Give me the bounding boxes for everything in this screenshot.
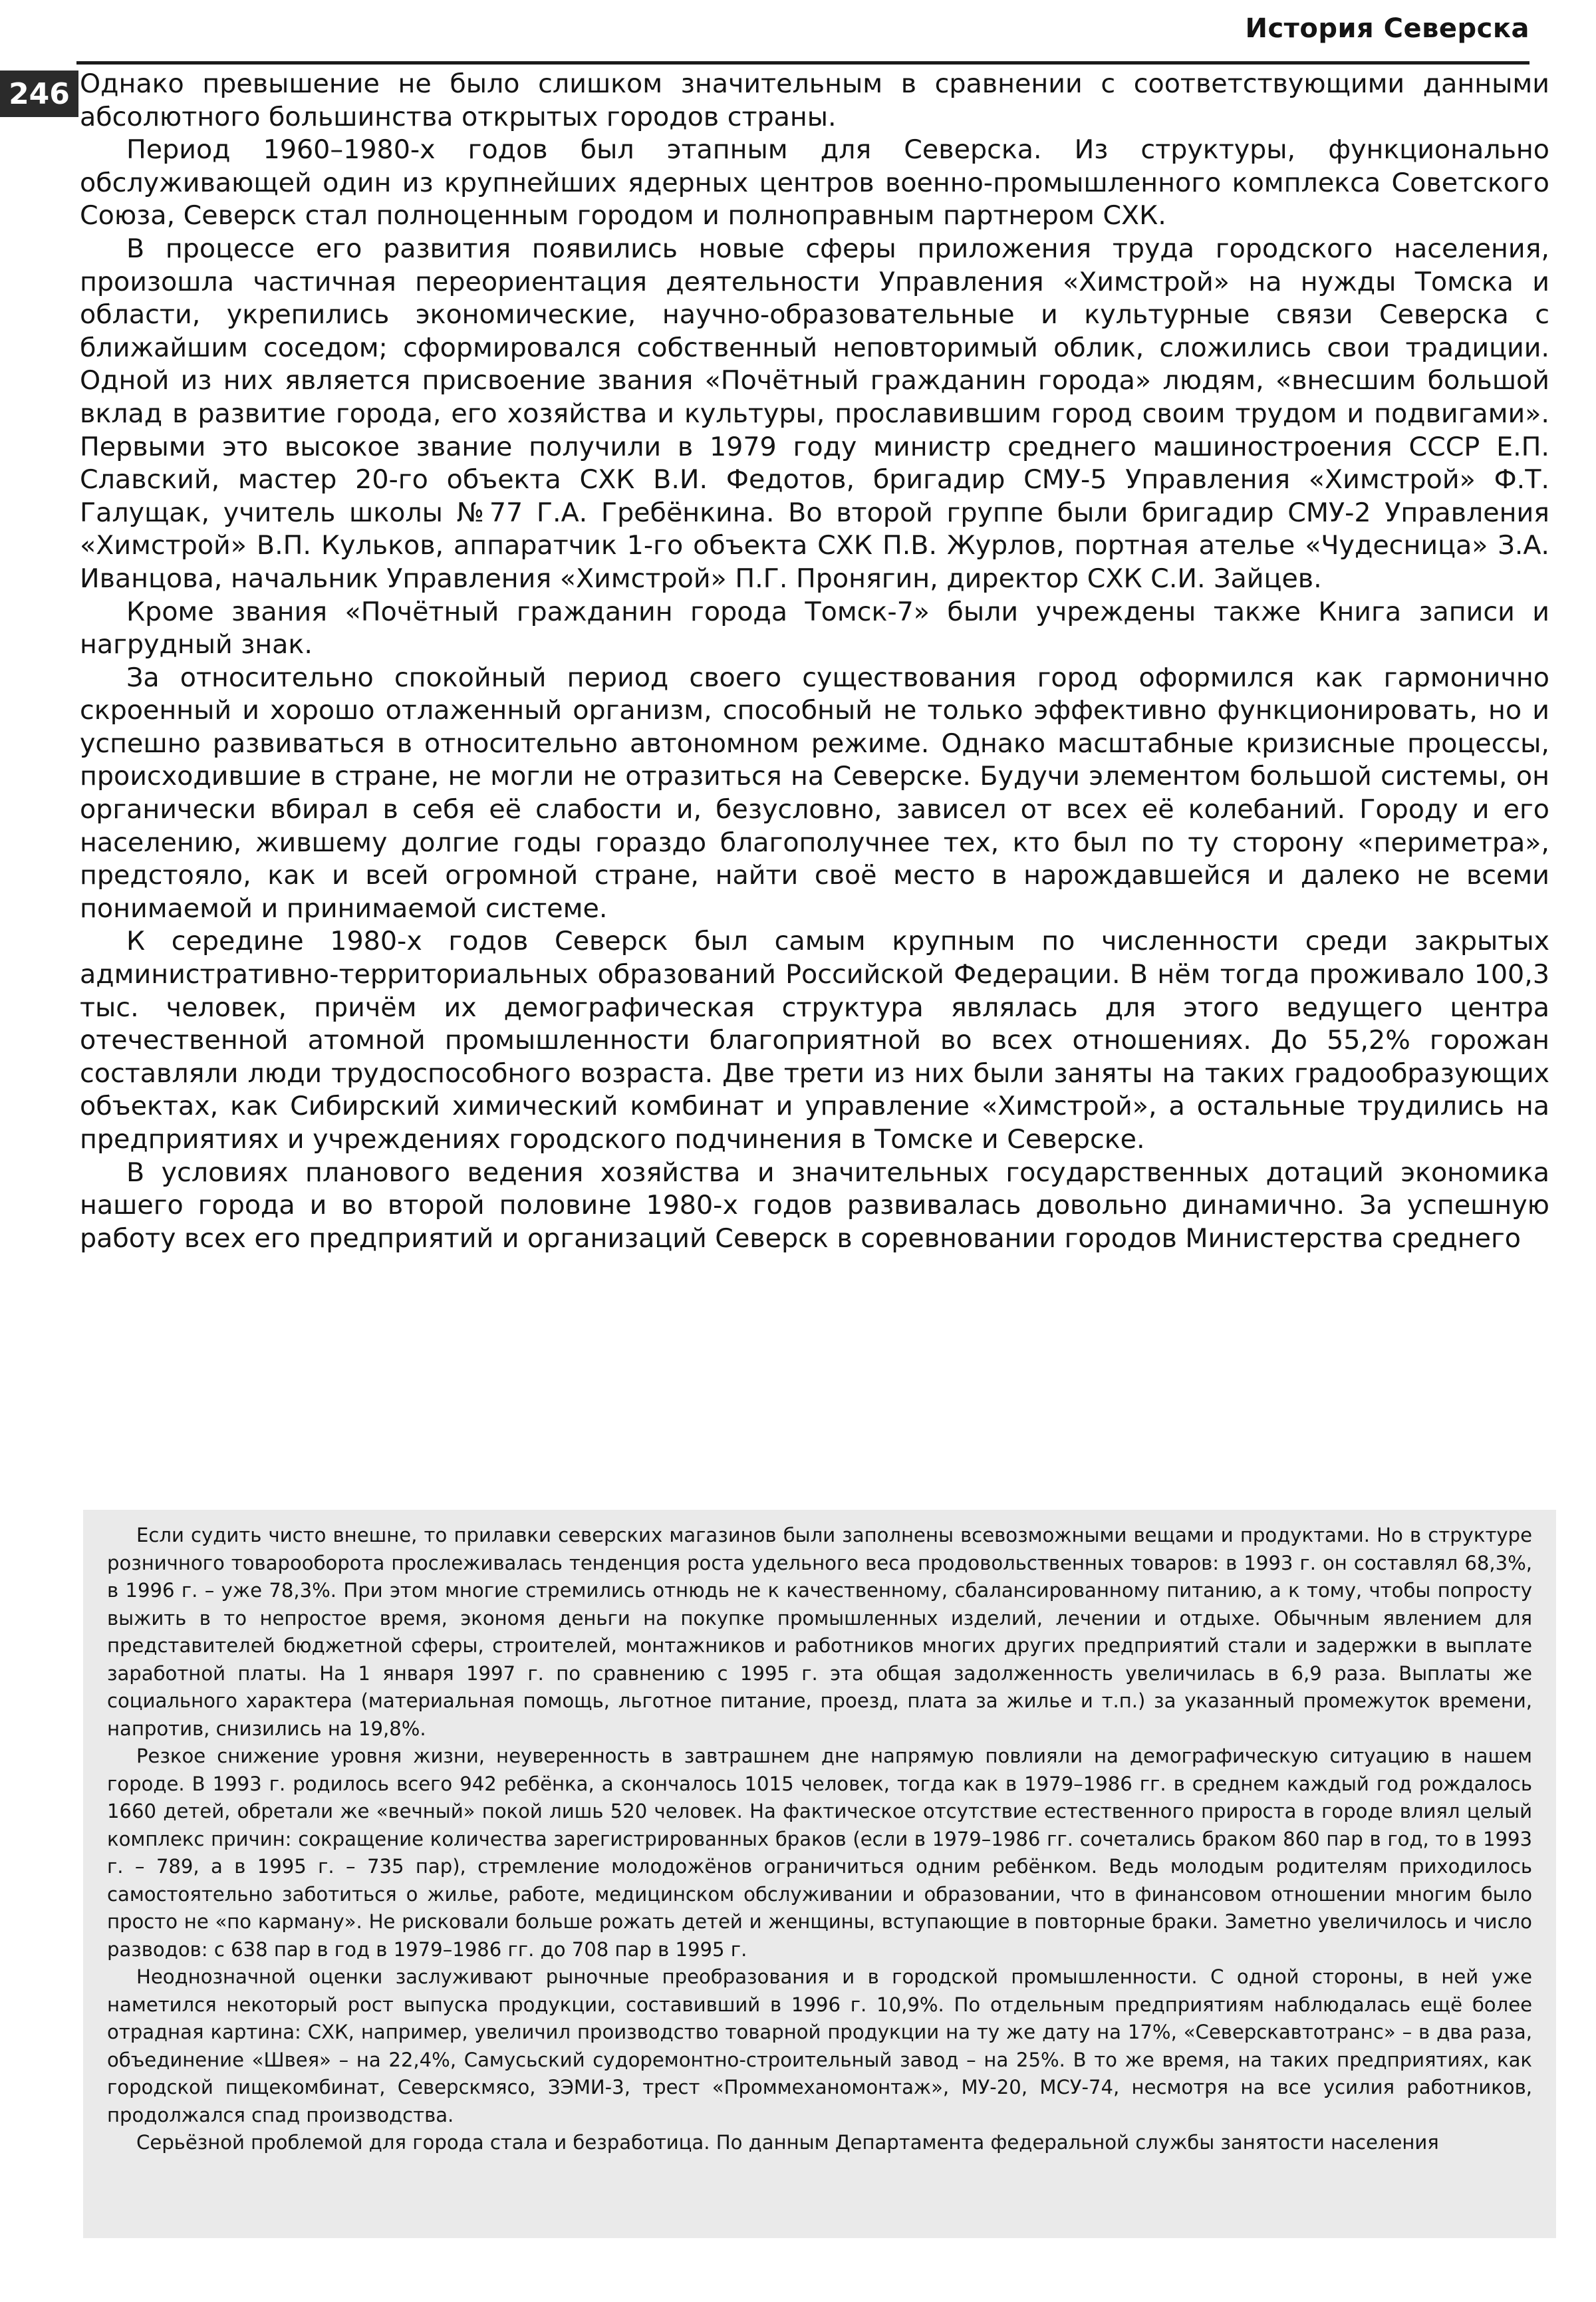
- page-header: [76, 8, 1530, 65]
- main-paragraph: За относительно спокойный период своего существования город оформился как гармонично скроенный и хорошо отлаженный организм, способный не только эффективно функционировать, но и успешно развиваться в относительно автономном режиме. Однако масштабные кризисные процессы, происходившие в стране, не могли не отразиться на Северске. Будучи элементом большой системы, он органически вбирал в себя её слабости и, безусловно, зависел от всех её колебаний. Городу и его населению, жившему долгие годы гораздо благополучнее тех, кто был по ту сторону «периметра», предстояло, как и всей огромной стране, найти своё место в нарождавшейся и далеко не всеми понимаемой и принимаемой системе.: [80, 662, 1549, 924]
- inset-text: [107, 1522, 1532, 2157]
- page-number: 246: [0, 71, 78, 117]
- main-paragraph: Период 1960–1980-х годов был этапным для Северска. Из структуры, функционально обслуживающей один из крупнейших ядерных центров военно-промышленного комплекса Советского Союза, Северск стал полноценным городом и полноправным партнером СХК.: [80, 134, 1549, 231]
- main-paragraph: В условиях планового ведения хозяйства и значительных государственных дотаций экономика нашего города и во второй половине 1980-х годов развивалась довольно динамично. За успешную работу всех его предприятий и организаций Северск в соревновании городов Министерства среднего: [80, 1157, 1549, 1254]
- main-paragraph: К середине 1980-х годов Северск был самым крупным по численности среди закрытых административно-территориальных образований Российской Федерации. В нём тогда проживало 100,3 тыс. человек, причём их демографическая структура являлась для этого ведущего центра отечественной атомной промышленности благоприятной во всех отношениях. До 55,2% горожан составляли люди трудоспособного возраста. Две трети из них были заняты на таких градообразующих объектах, как Сибирский химический комбинат и управление «Химстрой», а остальные трудились на предприятиях и учреждениях городского подчинения в Томске и Северске.: [80, 926, 1549, 1155]
- inset-paragraph: Резкое снижение уровня жизни, неуверенность в завтрашнем дне напрямую повлияли на демографическую ситуацию в нашем городе. В 1993 г. родилось всего 942 ребёнка, а скончалось 1015 человек, тогда как в 1979–1986 гг. в среднем каждый год рождалось 1660 детей, обретали же «вечный» покой лишь 520 человек. На фактическое отсутствие естественного прироста в городе влиял целый комплекс причин: сокращение количества зарегистрированных браков (если в 1979–1986 гг. сочетались браком 860 пар в год, то в 1993 г. – 789, а в 1995 г. – 735 пар), стремление молодожёнов ограничиться одним ребёнком. Ведь молодым родителям приходилось самостоятельно заботиться о жилье, работе, медицинском обслуживании и образовании, что в финансовом отношении многим было просто не «по карману». Не рисковали больше рожать детей и женщины, вступающие в повторные браки. Заметно увеличилось и число разводов: с 638 пар в год в 1979–1986 гг. до 708 пар в 1995 г.: [107, 1745, 1532, 1961]
- inset-paragraph: Если судить чисто внешне, то прилавки северских магазинов были заполнены всевозможными вещами и продуктами. Но в структуре розничного товарооборота прослеживалась тенденция роста удельного веса продовольственных товаров: в 1993 г. он составлял 68,3%, в 1996 г. – уже 78,3%. При этом многие стремились отнюдь не к качественному, сбалансированному питанию, а к тому, чтобы попросту выжить в то непростое время, экономя деньги на покупке промышленных изделий, лечении и отдыхе. Обычным явлением для представителей бюджетной сферы, строителей, монтажников и работников многих других предприятий стали и задержки в выплате заработной платы. На 1 января 1997 г. по сравнению с 1995 г. эта общая задолженность увеличилась в 6,9 раза. Выплаты же социального характера (материальная помощь, льготное питание, проезд, плата за жилье и т.п.) за указанный промежуток времени, напротив, снизились на 19,8%.: [107, 1524, 1532, 1740]
- main-text: [80, 68, 1549, 1255]
- main-paragraph: В процессе его развития появились новые сферы приложения труда городского населения, произошла частичная переориентация деятельности Управления «Химстрой» на нужды Томска и области, укрепились экономические, научно-образовательные и культурные связи Северска с ближайшим соседом; сформировался собственный неповторимый облик, сложились свои традиции. Одной из них является присвоение звания «Почётный гражданин города» людям, «внесшим большой вклад в развитие города, его хозяйства и культуры, прославившим город своим трудом и подвигами». Первыми это высокое звание получили в 1979 году министр среднего машиностроения СССР Е.П. Славский, мастер 20-го объекта СХК В.И. Федотов, бригадир СМУ-5 Управления «Химстрой» Ф.Т. Галущак, учитель школы №77 Г.А. Гребёнкина. Во второй группе были бригадир СМУ-2 Управления «Химстрой» В.П. Кульков, аппаратчик 1-го объекта СХК П.В. Журлов, портная ателье «Чудесница» З.А. Иванцова, начальник Управления «Химстрой» П.Г. Пронягин, директор СХК С.И. Зайцев.: [80, 233, 1549, 594]
- inset-paragraph: Неоднозначной оценки заслуживают рыночные преобразования и в городской промышленности. С одной стороны, в ней уже наметился некоторый рост выпуска продукции, составивший в 1996 г. 10,9%. По отдельным предприятиям наблюдалась ещё более отрадная картина: СХК, например, увеличил производство товарной продукции на ту же дату на 17%, «Северскавтотранс» – в два раза, объединение «Швея» – на 22,4%, Самусьский судоремонтно-строительный завод – на 25%. В то же время, на таких предприятиях, как городской пищекомбинат, Северскмясо, ЗЭМИ-3, трест «Проммеханомонтаж», МУ-20, МСУ-74, несмотря на все усилия работников, продолжался спад производства.: [107, 1965, 1532, 2126]
- running-title: История Северска: [1245, 13, 1530, 44]
- main-paragraph: Однако превышение не было слишком значительным в сравнении с соответствующими данными абсолютного большинства открытых городов страны.: [80, 69, 1549, 132]
- inset-paragraph: Серьёзной проблемой для города стала и безработица. По данным Департамента федеральной службы занятости населения: [136, 2131, 1439, 2154]
- inset-box: [83, 1510, 1556, 2238]
- main-paragraph: Кроме звания «Почётный гражданин города Томск-7» были учреждены также Книга записи и нагрудный знак.: [80, 596, 1549, 660]
